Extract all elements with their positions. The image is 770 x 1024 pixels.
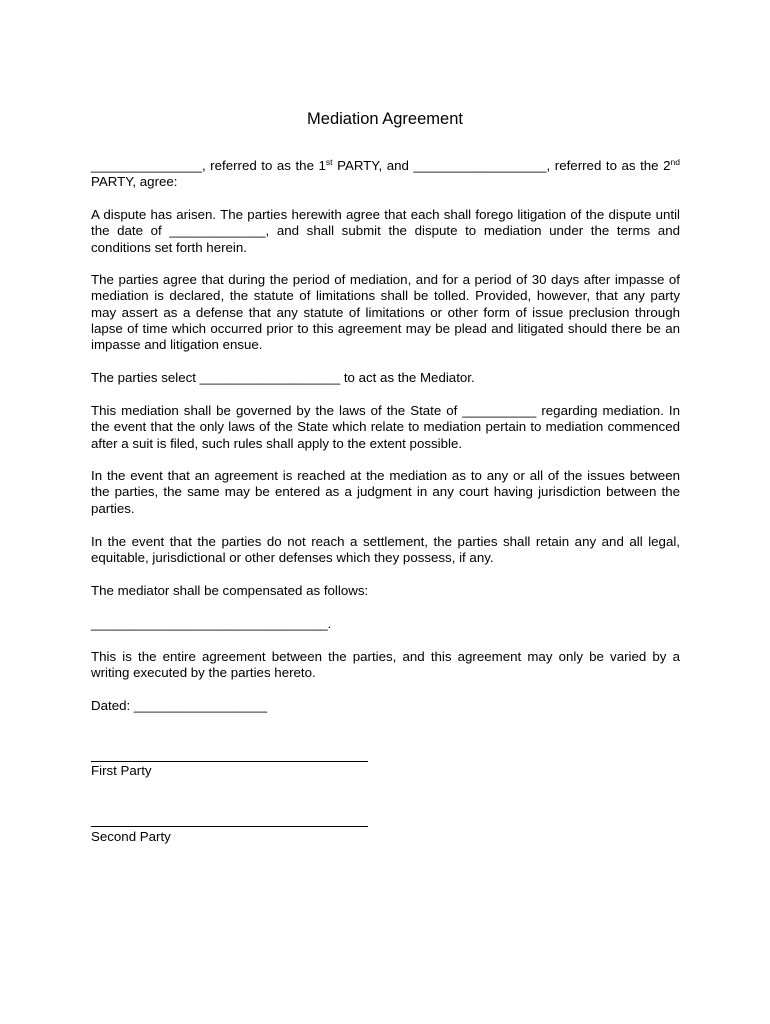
mediator-select-paragraph: The parties select ___________________ to act as the Mediator. (91, 370, 475, 385)
agreement-reached-paragraph: In the event that an agreement is reached at the mediation as to any or all of the issues between the parties, the same may be entered as a judgment in any court having jurisdiction between the parties. (91, 468, 680, 516)
parties-intro-text-1: , referred to as the 1 (201, 158, 326, 173)
dispute-paragraph: A dispute has arisen. The parties herewith agree that each shall forego litigation of the dispute until the date of _____________, and shall submit the dispute to mediation under the terms and conditions set forth herein. (91, 207, 680, 255)
first-party-signature-line (91, 761, 368, 762)
parties-intro-text-4: PARTY, agree: (91, 174, 178, 190)
second-party-label: Second Party (91, 829, 171, 844)
no-settlement-paragraph: In the event that the parties do not reach a settlement, the parties shall retain any and all legal, equitable, jurisdictional or other defenses which they possess, if any. (91, 534, 680, 566)
entire-agreement-paragraph: This is the entire agreement between the parties, and this agreement may only be varied by a writing executed by the parties hereto. (91, 649, 680, 681)
limitations-paragraph: The parties agree that during the period of mediation, and for a period of 30 days after impasse of mediation is declared, the statute of limitations shall be tolled. Provided, however, that any party may assert as a defense that any statute of limitations or other form of issue preclusion through lapse of time which occurred prior to this agreement may be plead and litigated should there be an impasse and litigation ensue. (91, 272, 680, 353)
parties-intro-text-3: , referred to as the 2 (546, 158, 671, 173)
party2-blank: __________________ (413, 158, 547, 173)
dated-line: Dated: __________________ (91, 698, 267, 713)
parties-intro-text-2: PARTY, and (332, 158, 414, 173)
ordinal-nd: nd (670, 157, 680, 167)
document-title: Mediation Agreement (307, 110, 463, 128)
party1-blank: _______________ (91, 158, 202, 173)
second-party-signature-line (91, 826, 368, 827)
first-party-label: First Party (91, 763, 152, 778)
parties-intro-paragraph (91, 158, 680, 191)
compensation-paragraph: The mediator shall be compensated as follows: (91, 583, 369, 598)
governing-law-paragraph: This mediation shall be governed by the laws of the State of __________ regarding mediation. In the event that the only laws of the State which relate to mediation pertain to mediation commenced after a suit is filed, such rules shall apply to the extent possible. (91, 403, 680, 451)
compensation-blank-line: ________________________________. (91, 616, 332, 631)
ordinal-st: st (325, 157, 333, 167)
